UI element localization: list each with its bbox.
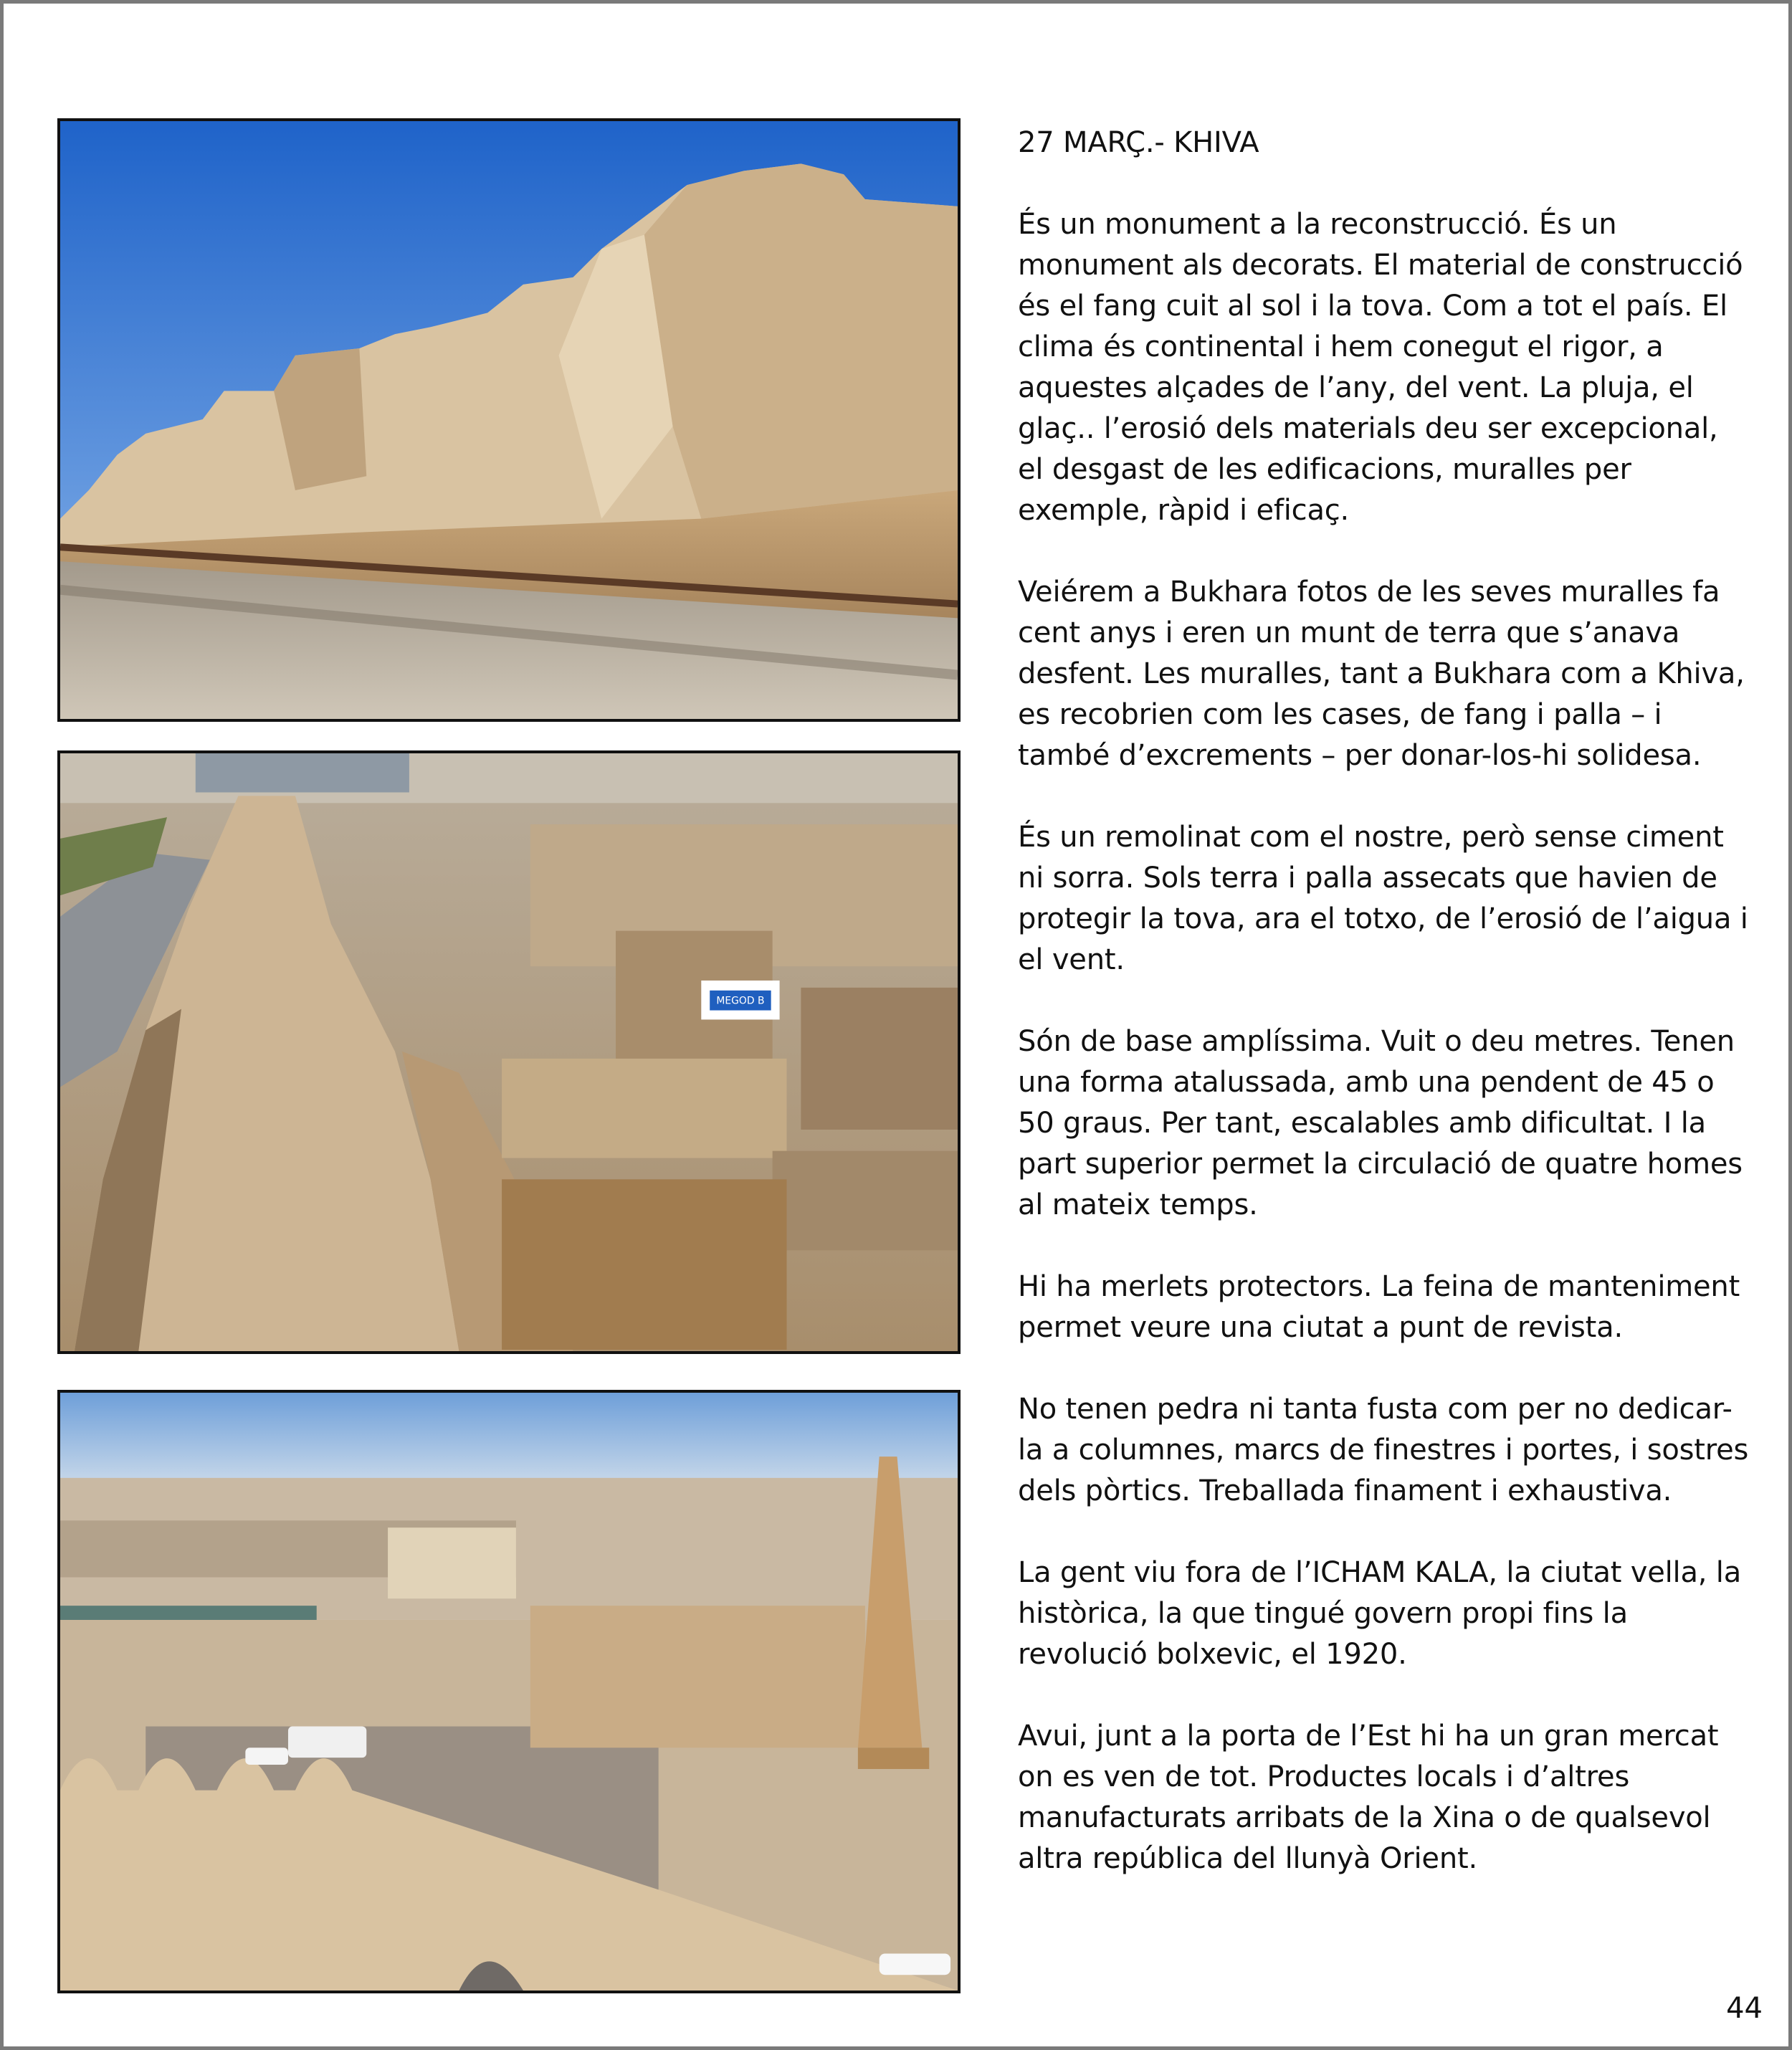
paragraph-5: Hi ha merlets protectors. La feina de manteniment permet veure una ciutat a punt de revista. — [1018, 1270, 1740, 1344]
paragraph-3: És un remolinat com el nostre, però sense ciment ni sorra. Sols terra i palla assecats que havien de protegir la tova, ara el totxo, de l’erosió de l’aigua i el vent. — [1018, 821, 1748, 976]
page-number: 44 — [1726, 1992, 1763, 2025]
photo-city-wall-blue-sky — [57, 118, 961, 722]
paragraph-4: Són de base amplíssima. Vuit o deu metres. Tenen una forma atalussada, amb una pendent de 45 o 50 graus. Per tant, escalables amb dificultat. I la part superior permet la circulació de quatre homes al mateix temps. — [1018, 1025, 1743, 1221]
paragraph-2: Veiérem a Bukhara fotos de les seves muralles fa cent anys i eren un munt de terra que s’anava desfent. Les muralles, tant a Bukhara com a Khiva, es recobrien com les cases, de fang i palla – i també d’excrements – per donar-los-hi solidesa. — [1018, 576, 1745, 772]
photo-city-wall-illustration — [60, 121, 958, 719]
paragraph-7: La gent viu fora de l’ICHAM KALA, la ciutat vella, la històrica, la que tingué govern propi fins la revolució bolxevic, el 1920. — [1018, 1556, 1742, 1671]
paragraph-6: No tenen pedra ni tanta fusta com per no dedicar-la a columnes, marcs de finestres i portes, i sostres dels pòrtics. Treballada finament i exhaustiva. — [1018, 1393, 1749, 1507]
photo-walls-and-houses — [57, 750, 961, 1354]
photo-sign-text: MEGOD B — [716, 995, 765, 1007]
photo-panorama-illustration — [60, 1393, 958, 1991]
paragraph-8: Avui, junt a la porta de l’Est hi ha un gran mercat on es ven de tot. Productes locals i d’altres manufacturats arribats de la Xina o de qualsevol altra república del llunyà Orient. — [1018, 1720, 1719, 1875]
article-text — [1018, 123, 1749, 1920]
paragraph-1: És un monument a la reconstrucció. És un monument als decorats. El material de construcció és el fang cuit al sol i la tova. Com a tot el país. El clima és continental i hem conegut el rigor, a aquestes alçades de l’any, del vent. La pluja, el glaç.. l’erosió dels materials deu ser excepcional, el desgast de les edificacions, muralles per exemple, ràpid i eficaç. — [1018, 208, 1743, 527]
photo-city-panorama-minaret — [57, 1390, 961, 1993]
date-heading: 27 MARÇ.- KHIVA — [1018, 126, 1259, 159]
photo-walls-houses-illustration — [60, 753, 958, 1351]
